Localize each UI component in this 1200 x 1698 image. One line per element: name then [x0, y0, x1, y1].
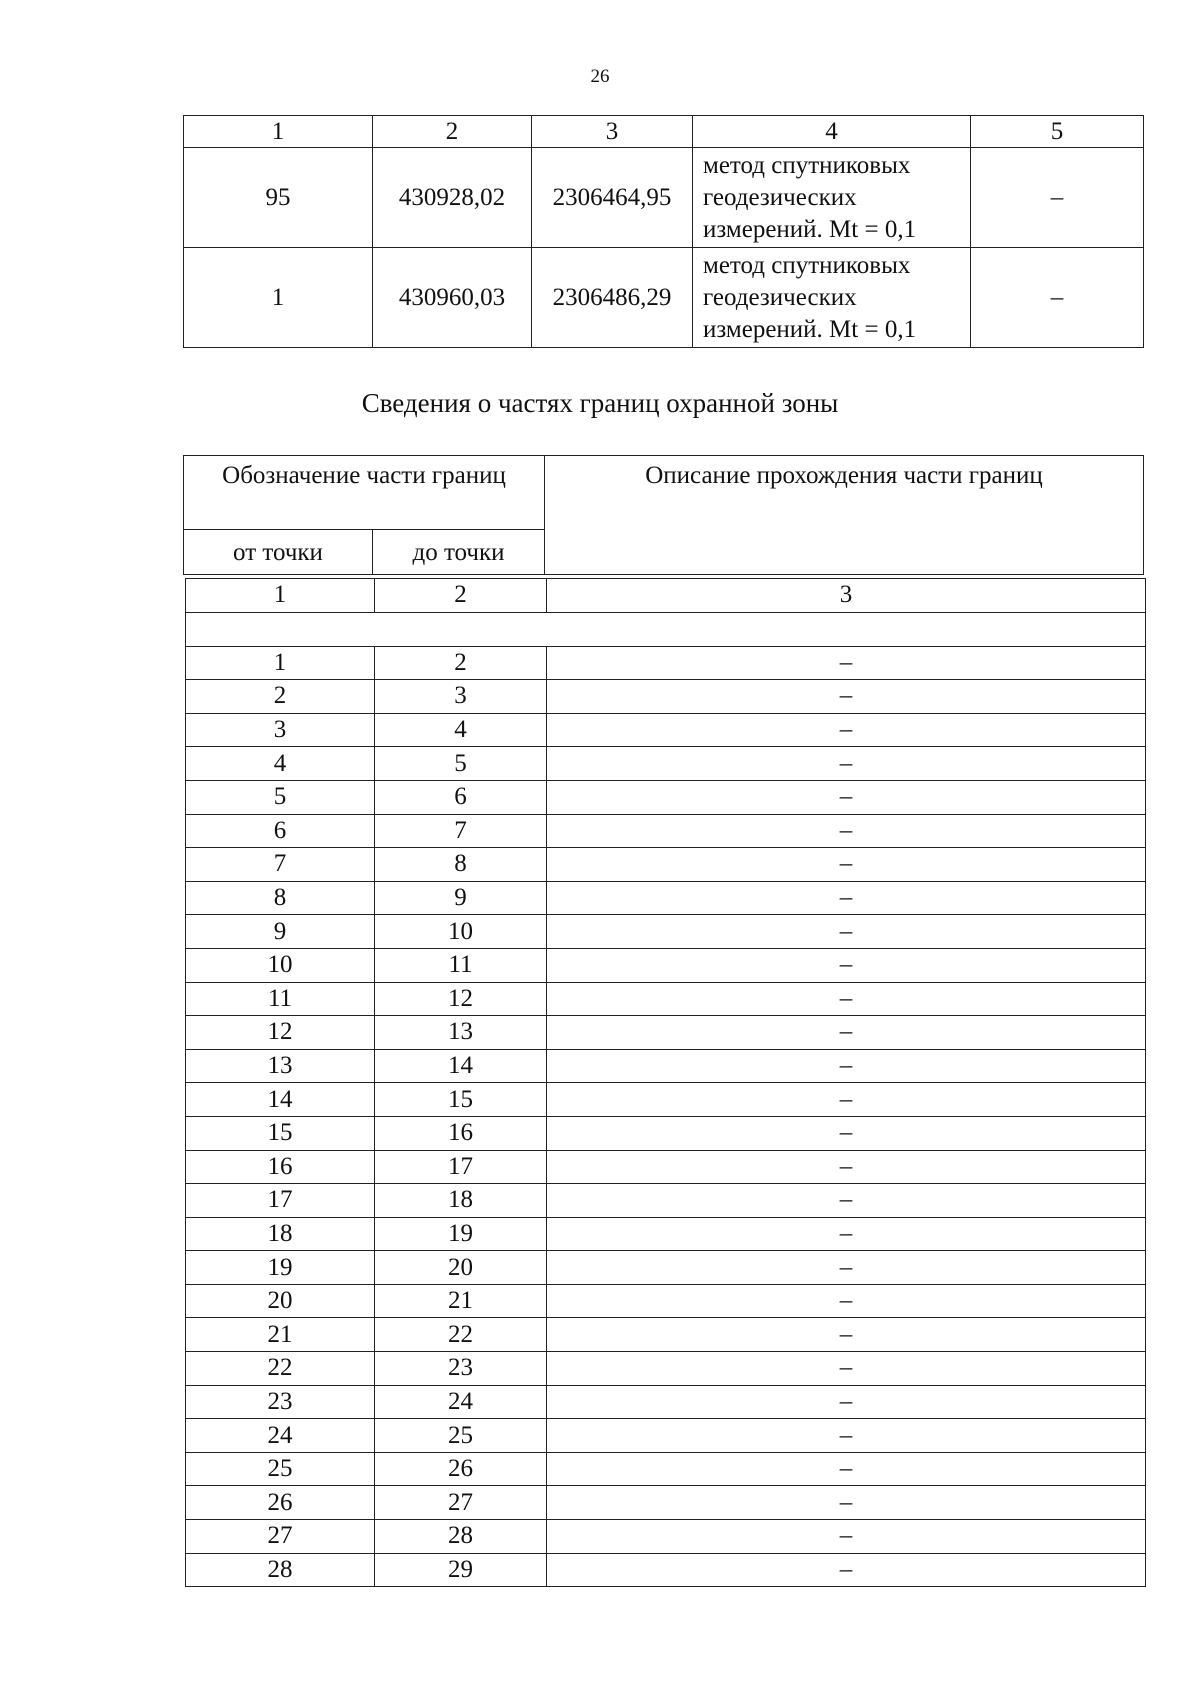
table-row	[186, 982, 1146, 1016]
y-coordinate: 2306464,95	[532, 148, 693, 248]
description: –	[547, 1452, 1146, 1486]
from-point: 9	[186, 915, 375, 949]
from-point: 21	[186, 1318, 375, 1352]
to-point: 28	[375, 1520, 547, 1554]
table-row	[186, 747, 1146, 781]
method-description	[693, 148, 971, 248]
from-point: 10	[186, 948, 375, 982]
from-point: 2	[186, 680, 375, 714]
to-point: 15	[375, 1083, 547, 1117]
table-row	[186, 1318, 1146, 1352]
from-point: 3	[186, 713, 375, 747]
column-number: 3	[547, 579, 1146, 613]
coordinates-table	[183, 115, 1144, 348]
to-point: 4	[375, 713, 547, 747]
description: –	[547, 982, 1146, 1016]
section-title: Сведения о частях границ охранной зоны	[361, 388, 839, 418]
table-row	[186, 1016, 1146, 1050]
to-point: 16	[375, 1116, 547, 1150]
table-row	[186, 881, 1146, 915]
column-number: 2	[375, 579, 547, 613]
from-point: 27	[186, 1520, 375, 1554]
to-point: 8	[375, 848, 547, 882]
from-point: 5	[186, 780, 375, 814]
method-line: геодезических	[703, 183, 857, 211]
to-point: 12	[375, 982, 547, 1016]
table-row	[184, 248, 1144, 348]
description: –	[547, 848, 1146, 882]
blank-row	[186, 612, 1146, 646]
column-number: 2	[373, 116, 532, 148]
table-row	[184, 148, 1144, 248]
column-number: 1	[186, 579, 375, 613]
table-row	[186, 1385, 1146, 1419]
table-row	[186, 1083, 1146, 1117]
from-point: 6	[186, 814, 375, 848]
to-point: 24	[375, 1385, 547, 1419]
from-point: 8	[186, 881, 375, 915]
table-row	[186, 948, 1146, 982]
from-point: 24	[186, 1419, 375, 1453]
table-row	[186, 1049, 1146, 1083]
table-row	[186, 814, 1146, 848]
table-row	[186, 1116, 1146, 1150]
description: –	[547, 680, 1146, 714]
table-row	[186, 1150, 1146, 1184]
description: –	[547, 1049, 1146, 1083]
to-point: 17	[375, 1150, 547, 1184]
to-point: 22	[375, 1318, 547, 1352]
from-point: 26	[186, 1486, 375, 1520]
from-point: 7	[186, 848, 375, 882]
description: –	[547, 915, 1146, 949]
column-number: 4	[693, 116, 971, 148]
table-row	[186, 1419, 1146, 1453]
parts-table-header	[183, 455, 1144, 575]
table-row	[186, 1486, 1146, 1520]
from-point: 16	[186, 1150, 375, 1184]
to-point: 7	[375, 814, 547, 848]
page-number: 26	[590, 66, 610, 87]
parts-table	[185, 578, 1146, 1587]
description: –	[547, 1553, 1146, 1587]
table-row	[186, 1284, 1146, 1318]
to-point: 18	[375, 1184, 547, 1218]
description: –	[547, 1284, 1146, 1318]
from-point: 18	[186, 1217, 375, 1251]
column-number: 5	[971, 116, 1144, 148]
coordinates-header-row	[184, 116, 1144, 148]
description: –	[547, 1016, 1146, 1050]
group-header: Обозначение части границ	[184, 456, 545, 530]
from-point-header: от точки	[184, 530, 373, 575]
from-point: 11	[186, 982, 375, 1016]
from-point: 28	[186, 1553, 375, 1587]
to-point: 26	[375, 1452, 547, 1486]
description: –	[547, 881, 1146, 915]
table-row	[186, 915, 1146, 949]
to-point: 14	[375, 1049, 547, 1083]
description: –	[547, 646, 1146, 680]
point-number: 1	[184, 248, 373, 348]
to-point: 13	[375, 1016, 547, 1050]
table-row	[186, 848, 1146, 882]
to-point: 6	[375, 780, 547, 814]
method-line: геодезических	[703, 283, 857, 311]
description: –	[547, 1217, 1146, 1251]
description: –	[547, 1116, 1146, 1150]
from-point: 15	[186, 1116, 375, 1150]
table-row	[186, 1184, 1146, 1218]
from-point: 23	[186, 1385, 375, 1419]
from-point: 22	[186, 1352, 375, 1386]
description: –	[547, 948, 1146, 982]
table-row	[186, 1352, 1146, 1386]
description: –	[547, 747, 1146, 781]
to-point: 19	[375, 1217, 547, 1251]
x-coordinate: 430928,02	[373, 148, 532, 248]
to-point: 21	[375, 1284, 547, 1318]
to-point: 2	[375, 646, 547, 680]
column-numbers-row	[186, 579, 1146, 613]
to-point: 20	[375, 1251, 547, 1285]
description-header: Описание прохождения части границ	[545, 456, 1144, 575]
to-point: 10	[375, 915, 547, 949]
description: –	[547, 1486, 1146, 1520]
description: –	[547, 1318, 1146, 1352]
table-row	[186, 646, 1146, 680]
to-point: 27	[375, 1486, 547, 1520]
method-line: метод спутниковых	[703, 151, 911, 179]
description: –	[547, 780, 1146, 814]
note: –	[971, 248, 1144, 348]
from-point: 17	[186, 1184, 375, 1218]
description: –	[547, 1419, 1146, 1453]
column-number: 3	[532, 116, 693, 148]
to-point: 11	[375, 948, 547, 982]
from-point: 4	[186, 747, 375, 781]
blank-cell	[186, 612, 1146, 646]
from-point: 12	[186, 1016, 375, 1050]
method-line: метод спутниковых	[703, 251, 911, 279]
method-description	[693, 248, 971, 348]
to-point: 23	[375, 1352, 547, 1386]
table-row	[186, 1217, 1146, 1251]
from-point: 19	[186, 1251, 375, 1285]
to-point: 25	[375, 1419, 547, 1453]
method-line: измерений. Mt = 0,1	[703, 215, 917, 243]
from-point: 1	[186, 646, 375, 680]
description: –	[547, 1520, 1146, 1554]
table-row	[186, 1520, 1146, 1554]
table-row	[186, 1452, 1146, 1486]
from-point: 14	[186, 1083, 375, 1117]
note: –	[971, 148, 1144, 248]
to-point: 29	[375, 1553, 547, 1587]
description: –	[547, 1251, 1146, 1285]
description: –	[547, 1150, 1146, 1184]
y-coordinate: 2306486,29	[532, 248, 693, 348]
table-row	[186, 1251, 1146, 1285]
description: –	[547, 1352, 1146, 1386]
to-point: 9	[375, 881, 547, 915]
to-point: 3	[375, 680, 547, 714]
point-number: 95	[184, 148, 373, 248]
to-point: 5	[375, 747, 547, 781]
from-point: 13	[186, 1049, 375, 1083]
description: –	[547, 814, 1146, 848]
description: –	[547, 1083, 1146, 1117]
from-point: 20	[186, 1284, 375, 1318]
description: –	[547, 713, 1146, 747]
table-row	[186, 1553, 1146, 1587]
description: –	[547, 1385, 1146, 1419]
x-coordinate: 430960,03	[373, 248, 532, 348]
table-row	[186, 780, 1146, 814]
to-point-header: до точки	[373, 530, 545, 575]
method-line: измерений. Mt = 0,1	[703, 315, 917, 343]
description: –	[547, 1184, 1146, 1218]
table-row	[186, 713, 1146, 747]
from-point: 25	[186, 1452, 375, 1486]
column-number: 1	[184, 116, 373, 148]
table-row	[186, 680, 1146, 714]
